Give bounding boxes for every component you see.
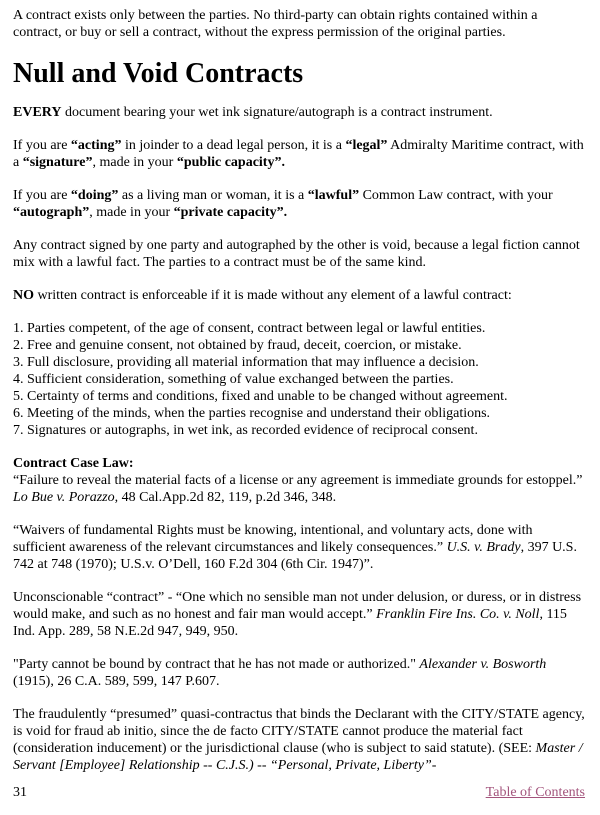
case-law-block bbox=[13, 455, 585, 506]
page-footer bbox=[13, 784, 585, 801]
doing-paragraph bbox=[13, 187, 585, 221]
waivers-paragraph bbox=[13, 522, 585, 573]
table-of-contents-link[interactable]: Table of Contents bbox=[485, 785, 585, 800]
text-run: written contract is enforceable if it is made without any element of a lawful contract: bbox=[34, 288, 512, 303]
bold-term: “doing” bbox=[70, 188, 119, 203]
acting-paragraph bbox=[13, 137, 585, 171]
text-run: , made in your bbox=[89, 205, 174, 220]
text-run: Unconscionable “contract” - “One which no sensible man not under delusion, or duress, or in distress would make, and such as no honest and fair man would accept.” bbox=[13, 590, 582, 622]
text-run: , 115 Ind. App. 289, 58 N.E.2d 947, 949, 950. bbox=[13, 607, 567, 639]
unconscionable-paragraph bbox=[13, 589, 585, 640]
text-run: “Failure to reveal the material facts of a license or any agreement is immediate grounds for estoppel.” bbox=[13, 473, 583, 488]
text-run: The fraudulently “presumed” quasi-contractus that binds the Declarant with the CITY/STATE agency, is void for fraud ab initio, since the de facto CITY/STATE cannot produce the material fact (consideration inducement) or the jurisdictional clause (who is subject to said statute). (SEE: bbox=[13, 707, 585, 756]
text-run: Common Law contract, with your bbox=[359, 188, 553, 203]
bold-term: “acting” bbox=[70, 138, 122, 153]
every-paragraph bbox=[13, 104, 585, 121]
bold-term: “public capacity”. bbox=[176, 155, 285, 170]
text-run: A contract exists only between the parties. No third-party can obtain rights contained within a contract, or buy or sell a contract, without the express permission of the original parties. bbox=[13, 8, 538, 40]
case-law-heading: Contract Case Law: bbox=[13, 456, 134, 471]
list-item: 6. Meeting of the minds, when the parties recognise and understand their obligations. bbox=[13, 406, 491, 421]
bold-term: NO bbox=[13, 288, 34, 303]
case-citation: U.S. v. Brady bbox=[446, 540, 521, 555]
intro-paragraph bbox=[13, 7, 585, 41]
text-run: , 48 Cal.App.2d 82, 119, p.2d 346, 348. bbox=[114, 490, 337, 505]
case-citation: Lo Bue v. Porazzo bbox=[13, 490, 115, 505]
list-item: 4. Sufficient consideration, something of value exchanged between the parties. bbox=[13, 372, 454, 387]
text-run: - bbox=[431, 758, 437, 773]
bold-term: “lawful” bbox=[307, 188, 360, 203]
list-item: 3. Full disclosure, providing all material information that may influence a decision. bbox=[13, 355, 479, 370]
void-paragraph bbox=[13, 237, 585, 271]
text-run: Admiralty Maritime contract, with a bbox=[13, 138, 584, 170]
text-run: in joinder to a dead legal person, it is a bbox=[121, 138, 346, 153]
case-citation: Franklin Fire Ins. Co. v. Noll bbox=[376, 607, 540, 622]
bold-term: “autograph” bbox=[13, 205, 90, 220]
text-run: , made in your bbox=[92, 155, 177, 170]
text-run: “Waivers of fundamental Rights must be knowing, intentional, and voluntary acts, done with sufficient awareness of the relevant circumstances and likely consequences.” bbox=[13, 523, 533, 555]
text-run: If you are bbox=[13, 138, 71, 153]
text-run: as a living man or woman, it is a bbox=[118, 188, 308, 203]
bold-term: “signature” bbox=[22, 155, 93, 170]
no-element-paragraph bbox=[13, 287, 585, 304]
bold-term: “legal” bbox=[345, 138, 388, 153]
text-run: (1915), 26 C.A. 589, 599, 147 P.607. bbox=[13, 674, 220, 689]
text-run: Any contract signed by one party and autographed by the other is void, because a legal fiction cannot mix with a lawful fact. The parties to a contract must be of the same kind. bbox=[13, 238, 580, 270]
page-number: 31 bbox=[13, 785, 27, 800]
page-title: Null and Void Contracts bbox=[13, 58, 304, 89]
text-run: If you are bbox=[13, 188, 71, 203]
case-citation: Alexander v. Bosworth bbox=[419, 657, 547, 672]
bold-term: EVERY bbox=[13, 105, 62, 120]
text-run: "Party cannot be bound by contract that he has not made or authorized." bbox=[13, 657, 420, 672]
citation-reference: Master / Servant [Employee] Relationship -- C.J.S.) -- “Personal, Private, Liberty” bbox=[13, 741, 583, 773]
list-item: 2. Free and genuine consent, not obtained by fraud, deceit, coercion, or mistake. bbox=[13, 338, 462, 353]
text-run: , 397 U.S. 742 at 748 (1970); U.S.v. O’Dell, 160 F.2d 304 (6th Cir. 1947)”. bbox=[13, 540, 577, 572]
list-item: 1. Parties competent, of the age of consent, contract between legal or lawful entities. bbox=[13, 321, 486, 336]
party-paragraph bbox=[13, 656, 585, 690]
list-item: 5. Certainty of terms and conditions, fixed and unable to be changed without agreement. bbox=[13, 389, 508, 404]
bold-term: “private capacity”. bbox=[173, 205, 288, 220]
fraud-paragraph bbox=[13, 706, 585, 774]
text-run: document bearing your wet ink signature/autograph is a contract instrument. bbox=[61, 105, 493, 120]
list-item: 7. Signatures or autographs, in wet ink, as recorded evidence of reciprocal consent. bbox=[13, 423, 478, 438]
lawful-contract-elements-list bbox=[13, 320, 585, 439]
